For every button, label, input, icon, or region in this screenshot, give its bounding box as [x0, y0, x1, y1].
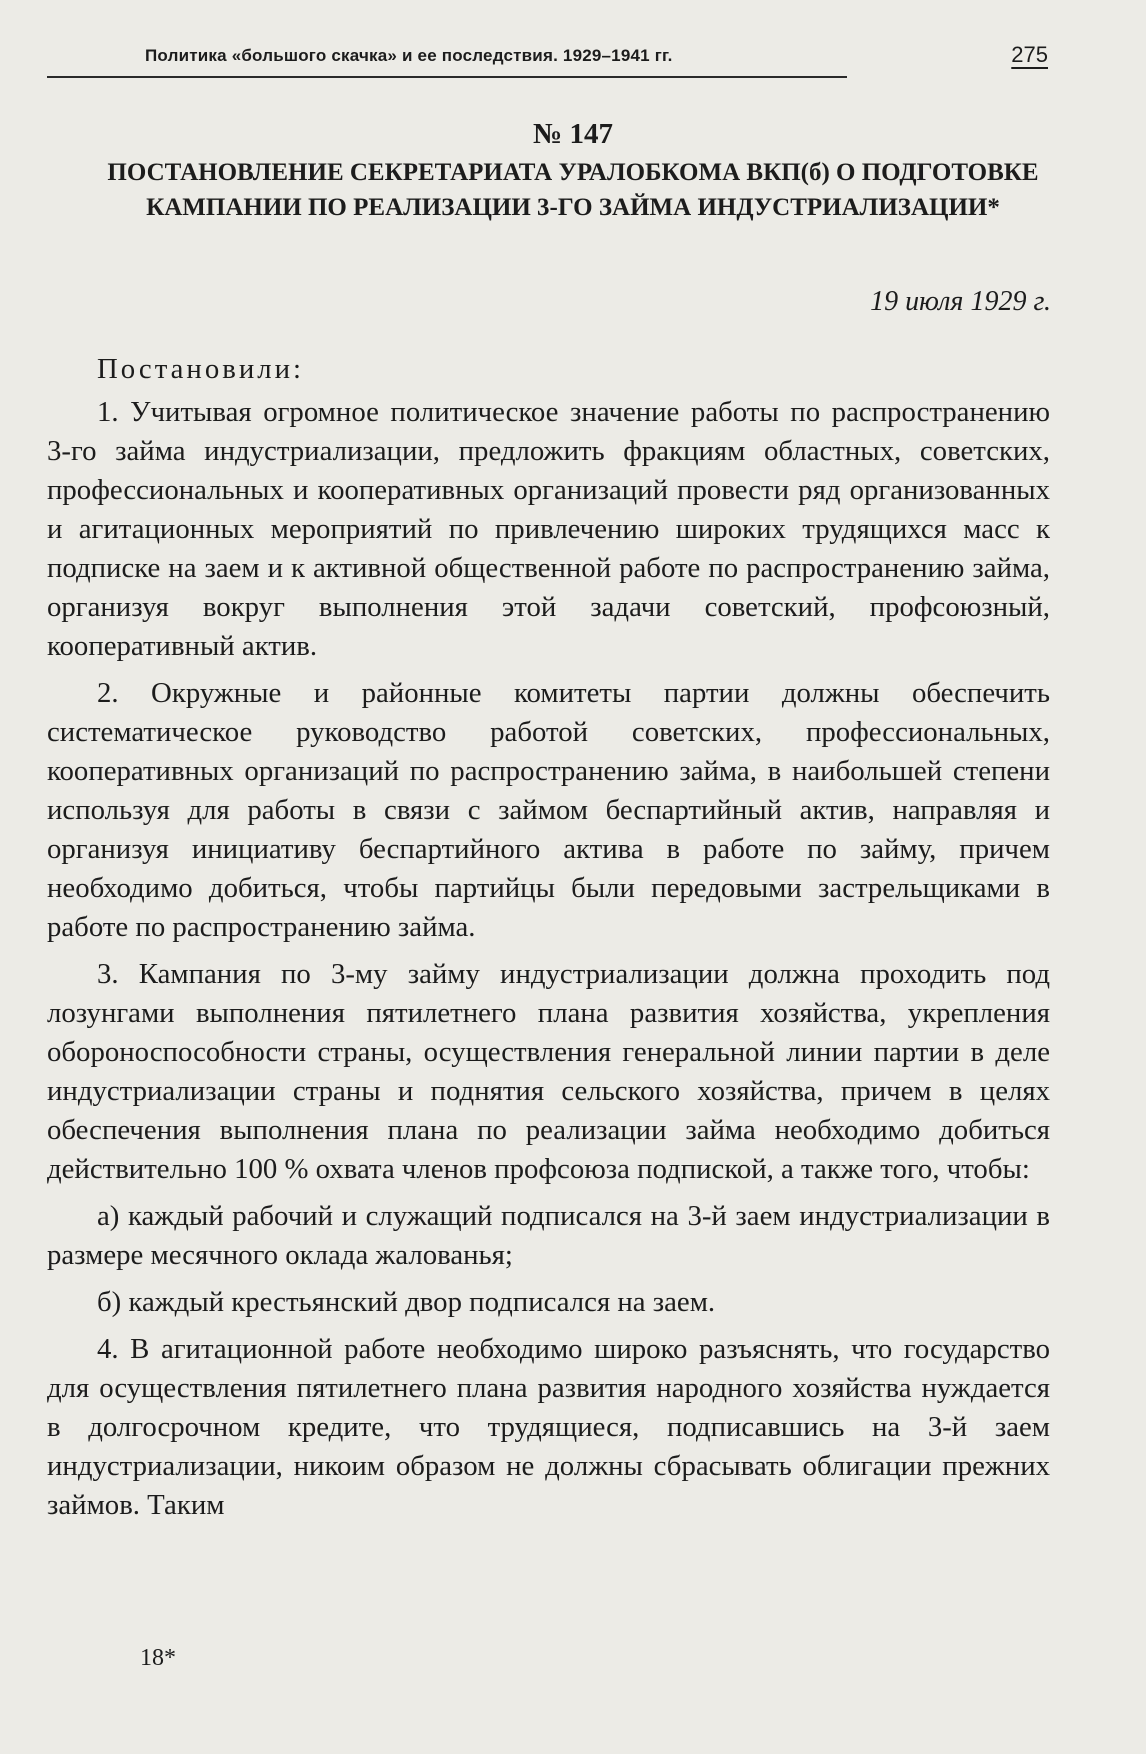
paragraph-3: 3. Кампания по 3-му займу индустриализации должна проходить под лозунгами выполнения пятилетнего плана развития хозяйства, укрепления обороноспособности страны, осуществления генеральной линии партии в деле индустриализации страны и поднятия сельского хозяйства, причем в целях обеспечения выполнения плана по реализации займа необходимо добиться действительно 100 % охвата членов профсоюза подпиской, а также того, чтобы:: [47, 958, 1050, 1185]
page-header: [47, 40, 1048, 78]
document-body: [47, 350, 1050, 1533]
signature-mark: 18*: [140, 1645, 176, 1671]
paragraph-2: 2. Окружные и районные комитеты партии должны обеспечить систематическое руководство работой советских, профессиональных, кооперативных организаций по распространению займа, в наибольшей степени используя для работы в связи с займом беспартийный актив, направляя и организуя инициативу беспартийного актива в работе по займу, причем необходимо добиться, чтобы партийцы были передовыми застрельщиками в работе по распространению займа.: [47, 677, 1050, 943]
resolved-label: Постановили:: [97, 353, 305, 385]
document-title: ПОСТАНОВЛЕНИЕ СЕКРЕТАРИАТА УРАЛОБКОМА ВКП(б) О ПОДГОТОВКЕ КАМПАНИИ ПО РЕАЛИЗАЦИИ 3-ГО ЗАЙМА ИНДУСТРИАЛИЗАЦИИ*: [107, 159, 1039, 221]
list-item-b: б) каждый крестьянский двор подписался на заем.: [97, 1286, 716, 1318]
header-rule: [47, 76, 847, 78]
page-number: 275: [1011, 42, 1048, 67]
paragraph-1: 1. Учитывая огромное политическое значение работы по распространению 3-го займа индустриализации, предложить фракциям областных, советских, профессиональных и кооперативных организаций провести ряд организованных и агитационных мероприятий по привлечению широких трудящихся масс к подписке на заем и к активной общественной работе по распространению займа, организуя вокруг выполнения этой задачи советский, профсоюзный, кооперативный актив.: [47, 396, 1050, 662]
paragraph-4: 4. В агитационной работе необходимо широко разъяснять, что государство для осуществления пятилетнего плана развития народного хозяйства нуждается в долгосрочном кредите, что трудящиеся, подписавшись на 3-й заем индустриализации, никоим образом не должны сбрасывать облигации прежних займов. Таким: [47, 1333, 1050, 1521]
list-item-a: а) каждый рабочий и служащий подписался на 3-й заем индустриализации в размере месячного оклада жалованья;: [47, 1200, 1050, 1271]
running-title: Политика «большого скачка» и ее последствия. 1929–1941 гг.: [145, 46, 673, 65]
document-date: 19 июля 1929 г.: [870, 286, 1051, 317]
document-number: № 147: [533, 118, 613, 150]
